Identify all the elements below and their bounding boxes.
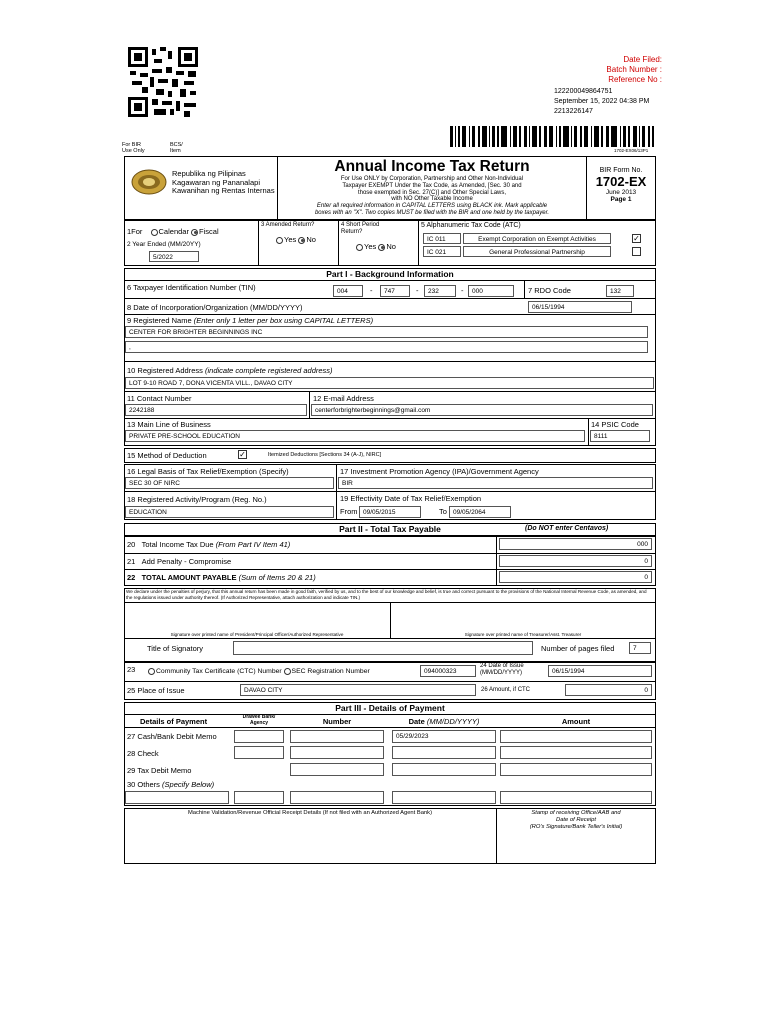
- filing-stamp-labels: [606, 55, 662, 85]
- signature-left-label: Signature over printed name of President/Principal Officer/Authorized Representative: [170, 632, 344, 637]
- calendar-radio[interactable]: Calendar: [151, 227, 189, 236]
- atc-code-1[interactable]: IC 011: [423, 233, 461, 244]
- place-of-issue-field[interactable]: DAVAO CITY: [240, 684, 476, 696]
- short-period-no-radio[interactable]: No: [378, 242, 396, 251]
- no-centavos-note: (Do NOT enter Centavos): [525, 525, 609, 532]
- tax-debit-number-field[interactable]: [290, 763, 384, 776]
- atc-checkbox-1[interactable]: ✓: [633, 234, 640, 243]
- registered-name-field-2[interactable]: ,: [125, 341, 648, 353]
- fiscal-radio[interactable]: Fiscal: [191, 227, 219, 236]
- barcode: [450, 126, 654, 147]
- date-of-issue-field[interactable]: 06/15/1994: [548, 665, 652, 677]
- form-subtitle: For Use ONLY by Corporation, Partnership and Other Non-Individual Taxpayer EXEMPT Under the Tax Code, as Amended, [Sec. 30 and those exempted in Sec. 27(C)] and Other Special Laws, with NO Other Taxable Income Enter all required information in CAPITAL LETTERS using BLACK ink. Mark applicable boxes with an "X". Two copies MUST be filed with the BIR and one held by the taxpayer.: [314, 176, 550, 216]
- short-period-yes-radio[interactable]: Yes: [356, 242, 376, 251]
- barcode-caption: 1702-EX06/13P1: [614, 148, 649, 153]
- form-number-block: BIR Form No. 1702-EX June 2013 Page 1: [587, 167, 655, 203]
- others-date-field[interactable]: [392, 791, 496, 804]
- tax-debit-amount-field[interactable]: [500, 763, 652, 776]
- declaration-text: We declare under the penalties of perjury, that this annual return has been made in good faith, verified by us, and to the best of our knowledge and belief, is true and correct pursuant to the provisions of the National Internal Revenue Code, as amended, and the regulations issued under authority thereof. (If Authorized Representative, attach authorization and indicate TIN.): [126, 589, 647, 600]
- amended-no-radio[interactable]: No: [298, 235, 316, 244]
- batch-number-value: September 15, 2022 04:38 PM: [554, 98, 650, 105]
- tin-field-4[interactable]: 000: [468, 285, 514, 297]
- check-date-field[interactable]: [392, 746, 496, 759]
- reference-no-label: Reference No :: [608, 75, 662, 84]
- email-field[interactable]: centerforbrighterbeginnings@gmail.com: [311, 404, 653, 416]
- filing-stamp-values: [554, 87, 649, 117]
- rdo-code-field[interactable]: 132: [606, 285, 634, 297]
- tin-field-1[interactable]: 004: [333, 285, 363, 297]
- amended-yes-radio[interactable]: Yes: [276, 235, 296, 244]
- line-of-business-field[interactable]: PRIVATE PRE-SCHOOL EDUCATION: [125, 430, 585, 442]
- ctc-number-field[interactable]: 094000323: [420, 665, 476, 677]
- cash-bank-amount-field[interactable]: [500, 730, 652, 743]
- sec-registration-radio[interactable]: SEC Registration Number: [284, 668, 370, 675]
- others-number-field[interactable]: [290, 791, 384, 804]
- part3-title: Part III - Details of Payment: [124, 702, 656, 715]
- others-amount-field[interactable]: [500, 791, 652, 804]
- atc-desc-1: Exempt Corporation on Exempt Activities: [463, 233, 611, 244]
- registered-name-field[interactable]: CENTER FOR BRIGHTER BEGINNINGS INC: [125, 326, 648, 338]
- signature-right-label: Signature over printed name of Treasurer/Asst. Treasurer: [464, 632, 582, 637]
- atc-desc-2: General Professional Partnership: [463, 246, 611, 257]
- total-income-tax-due-field[interactable]: 000: [499, 538, 652, 550]
- effectivity-from-field[interactable]: 09/05/2015: [359, 506, 421, 518]
- for-bir-use-label: For BIR Use Only: [122, 142, 145, 154]
- cash-bank-number-field[interactable]: [290, 730, 384, 743]
- pages-filed-field[interactable]: 7: [629, 642, 651, 654]
- check-number-field[interactable]: [290, 746, 384, 759]
- date-filed-value: 122200049864751: [554, 88, 613, 95]
- effectivity-to-field[interactable]: 09/05/2064: [449, 506, 511, 518]
- part2-title: Part II - Total Tax Payable: [124, 523, 656, 536]
- penalty-field[interactable]: 0: [499, 555, 652, 567]
- psic-code-field[interactable]: 8111: [590, 430, 650, 442]
- date-filed-label: Date Filed:: [623, 55, 662, 64]
- ipa-field[interactable]: BIR: [338, 477, 653, 489]
- legal-basis-field[interactable]: SEC 30 OF NIRC: [125, 477, 334, 489]
- title-of-signatory-field[interactable]: [233, 641, 533, 655]
- form-number: 1702-EX: [595, 174, 647, 189]
- others-drawee-field[interactable]: [234, 791, 284, 804]
- year-ended-field[interactable]: 5/2022: [149, 251, 199, 262]
- tin-field-2[interactable]: 747: [380, 285, 410, 297]
- check-drawee-field[interactable]: [234, 746, 284, 759]
- bir-seal-logo: [131, 169, 167, 195]
- registered-activity-field[interactable]: EDUCATION: [125, 506, 334, 518]
- form-title: Annual Income Tax Return: [334, 158, 530, 175]
- total-amount-payable-field[interactable]: 0: [499, 571, 652, 583]
- bcs-item-label: BCS/ Item: [170, 142, 183, 154]
- batch-number-label: Batch Number :: [606, 65, 662, 74]
- itemized-deduction-checkbox[interactable]: ✓: [239, 450, 246, 459]
- qr-code: [128, 47, 198, 117]
- agency-name: Republika ng Pilipinas Kagawaran ng Pananalapi Kawanihan ng Rentas Internas: [172, 169, 275, 195]
- machine-validation-label: Machine Validation/Revenue Official Receipt Details (If not filed with an Authorized Agent Bank): [187, 810, 433, 816]
- incorporation-date-field[interactable]: 06/15/1994: [528, 301, 632, 313]
- tin-field-3[interactable]: 232: [424, 285, 456, 297]
- receiving-stamp-label: Stamp of receiving Office/AAB and Date of Receipt (RO's Signature/Bank Teller's Initial): [529, 810, 623, 830]
- ctc-radio[interactable]: Community Tax Certificate (CTC) Number: [148, 668, 282, 675]
- amount-ctc-field[interactable]: 0: [565, 684, 652, 696]
- reference-no-value: 2213226147: [554, 108, 593, 115]
- cash-bank-date-field[interactable]: 05/29/2023: [392, 730, 496, 743]
- tax-debit-date-field[interactable]: [392, 763, 496, 776]
- registered-address-field[interactable]: LOT 9-10 ROAD 7, DONA VICENTA VILL., DAVAO CITY: [125, 377, 654, 389]
- atc-checkbox-2[interactable]: [632, 247, 641, 256]
- part1-title: Part I - Background Information: [124, 268, 656, 281]
- cash-bank-drawee-field[interactable]: [234, 730, 284, 743]
- contact-number-field[interactable]: 2242188: [125, 404, 307, 416]
- atc-code-2[interactable]: IC 021: [423, 246, 461, 257]
- others-specify-field[interactable]: [125, 791, 229, 804]
- check-amount-field[interactable]: [500, 746, 652, 759]
